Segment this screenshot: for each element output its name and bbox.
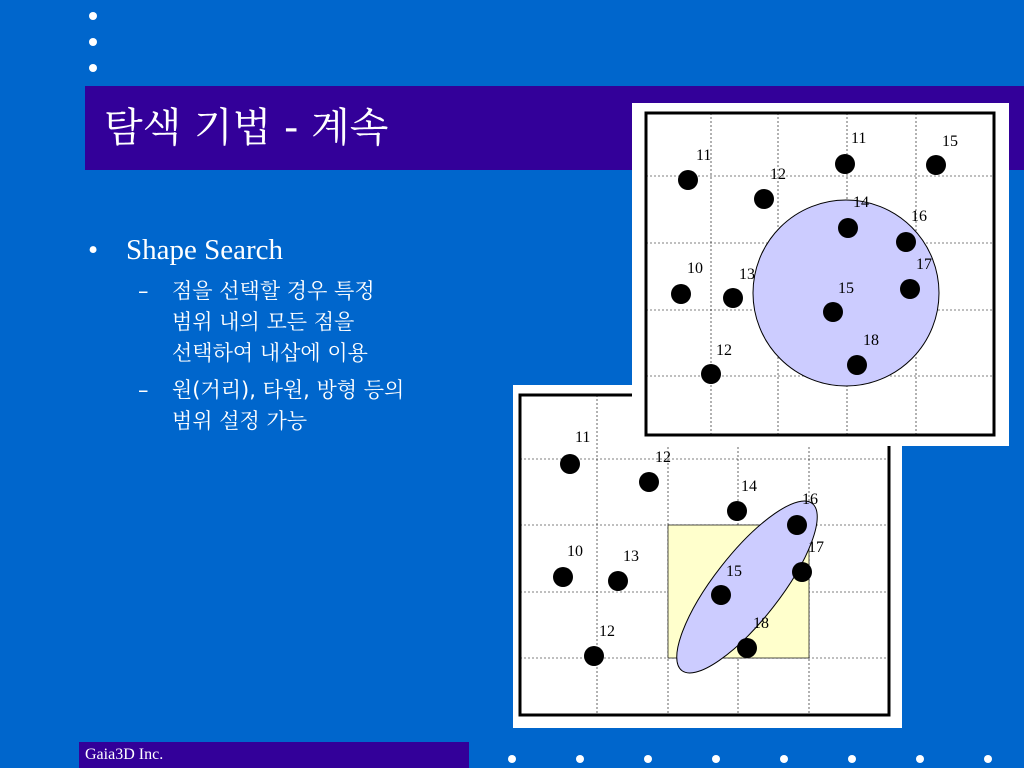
- data-point: [608, 571, 628, 591]
- bullet-main: [88, 230, 488, 270]
- point-label: 11: [851, 130, 867, 147]
- data-point: [926, 155, 946, 175]
- data-point: [701, 364, 721, 384]
- point-label: 18: [753, 615, 769, 632]
- point-label: 10: [567, 543, 583, 560]
- sub-bullet-1: [88, 276, 488, 369]
- data-point: [639, 472, 659, 492]
- decorative-dot: [508, 755, 516, 763]
- point-label: 16: [802, 491, 818, 508]
- point-label: 12: [655, 449, 671, 466]
- sub-bullet-1-line: 점을 선택할 경우 특정: [172, 279, 375, 303]
- data-point: [823, 302, 843, 322]
- decorative-dot: [848, 755, 856, 763]
- point-label: 15: [838, 280, 854, 297]
- decorative-dot: [89, 12, 97, 20]
- sub-bullet-2: [88, 375, 488, 437]
- data-point: [678, 170, 698, 190]
- data-point: [896, 232, 916, 252]
- decorative-dot: [644, 755, 652, 763]
- data-point: [560, 454, 580, 474]
- point-label: 10: [687, 260, 703, 277]
- data-point: [900, 279, 920, 299]
- decorative-dot: [916, 755, 924, 763]
- data-point: [792, 562, 812, 582]
- data-point: [754, 189, 774, 209]
- bullet-list: [88, 230, 488, 437]
- data-point: [835, 154, 855, 174]
- decorative-dot: [780, 755, 788, 763]
- point-label: 15: [942, 133, 958, 150]
- point-label: 17: [808, 539, 824, 556]
- point-label: 12: [599, 623, 615, 640]
- circle-search-diagram: [632, 103, 1009, 446]
- point-label: 11: [696, 147, 712, 164]
- data-point: [737, 638, 757, 658]
- dash-mark: –: [138, 378, 149, 402]
- decorative-dot: [89, 64, 97, 72]
- circle-grid-svg: [632, 103, 1009, 446]
- dash-mark: –: [138, 279, 149, 303]
- data-point: [671, 284, 691, 304]
- sub-bullet-2-line: 범위 설정 가능: [172, 409, 308, 433]
- point-label: 17: [916, 256, 932, 273]
- point-label: 14: [741, 478, 757, 495]
- data-point: [787, 515, 807, 535]
- data-point: [847, 355, 867, 375]
- point-label: 13: [623, 548, 639, 565]
- point-label: 13: [739, 266, 755, 283]
- data-point: [711, 585, 731, 605]
- data-point: [723, 288, 743, 308]
- point-label: 11: [575, 429, 591, 446]
- decorative-dot: [576, 755, 584, 763]
- sub-bullet-1-line: 범위 내의 모든 점을: [172, 310, 355, 334]
- footer-text: Gaia3D Inc.: [85, 746, 164, 763]
- decorative-dot: [89, 38, 97, 46]
- slide-title: 탐색 기법 - 계속: [104, 105, 389, 151]
- decorative-dot: [984, 755, 992, 763]
- data-point: [838, 218, 858, 238]
- point-label: 16: [911, 208, 927, 225]
- point-label: 15: [726, 563, 742, 580]
- point-label: 12: [770, 166, 786, 183]
- data-point: [584, 646, 604, 666]
- data-point: [553, 567, 573, 587]
- bullet-main-text: Shape Search: [126, 234, 284, 266]
- bullet-mark: •: [88, 234, 99, 266]
- point-label: 18: [863, 332, 879, 349]
- decorative-dot: [712, 755, 720, 763]
- data-point: [727, 501, 747, 521]
- point-label: 14: [853, 194, 869, 211]
- sub-bullet-1-line: 선택하여 내삽에 이용: [172, 341, 368, 365]
- sub-bullet-2-line: 원(거리), 타원, 방형 등의: [172, 378, 405, 402]
- point-label: 12: [716, 342, 732, 359]
